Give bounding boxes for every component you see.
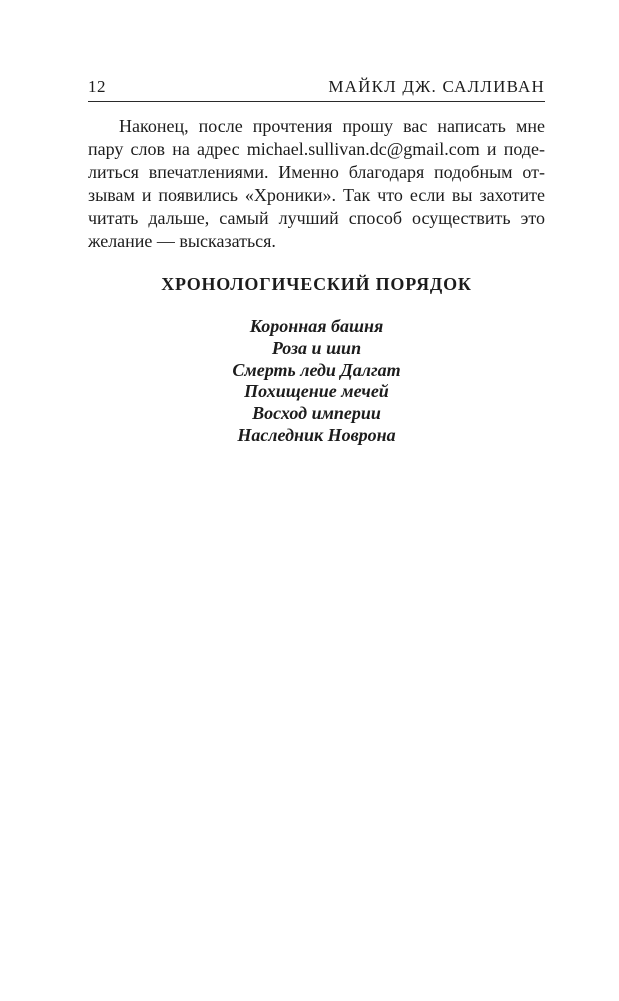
paragraph-line: читать дальше, самый лучший способ осуществить это — [88, 208, 545, 228]
book-title: Похищение мечей — [244, 381, 389, 402]
running-head — [88, 77, 545, 102]
book-title: Роза и шип — [271, 337, 362, 358]
book-title: Коронная башня — [249, 316, 384, 336]
running-title: МАЙКЛ ДЖ. САЛЛИВАН — [328, 77, 545, 96]
book-title: Смерть леди Далгат — [232, 359, 401, 380]
book-title: Наследник Новрона — [237, 424, 396, 445]
section-heading: ХРОНОЛОГИЧЕСКИЙ ПОРЯДОК — [161, 274, 472, 294]
page-number: 12 — [88, 77, 106, 96]
book-title: Восход империи — [252, 403, 381, 424]
paragraph-line: пару слов на адрес michael.sullivan.dc@gmail.com и поде- — [88, 139, 545, 159]
text-column — [88, 0, 545, 447]
paragraph-line: зывам и появились «Хроники». Так что если вы захотите — [88, 185, 545, 205]
book-list — [88, 316, 545, 447]
paragraph-line: литься впечатлениями. Именно благодаря подобным от- — [88, 162, 545, 182]
paragraph-line: желание — высказаться. — [88, 231, 276, 251]
body-paragraph — [88, 115, 545, 253]
paragraph-line: Наконец, после прочтения прошу вас написать мне — [119, 116, 545, 136]
